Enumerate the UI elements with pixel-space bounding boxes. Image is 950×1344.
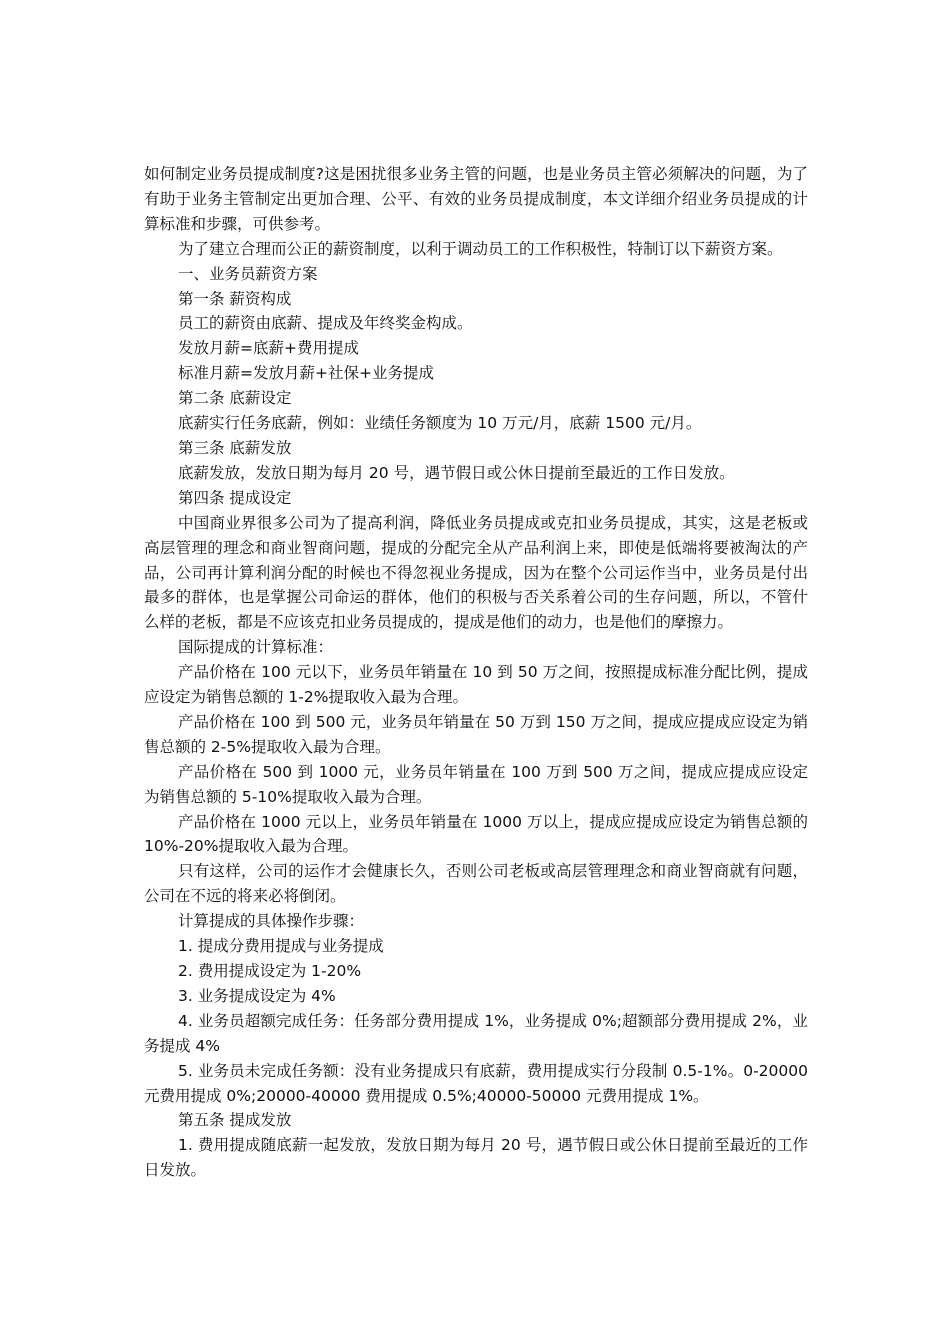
- body-paragraph: 底薪实行任务底薪，例如：业绩任务额度为 10 万元/月，底薪 1500 元/月。: [178, 414, 702, 433]
- article-heading: 第五条 提成发放: [178, 1111, 292, 1130]
- intro-paragraph: 如何制定业务员提成制度?这是困扰很多业务主管的问题，也是业务员主管必须解决的问题，为了有助于业务主管制定出更加合理、公平、有效的业务员提成制度，本文详细介绍业务员提成的计算标准和步骤，可供参考。: [144, 165, 808, 233]
- standard-paragraph: 产品价格在 100 元以下，业务员年销量在 10 到 50 万之间，按照提成标准分配比例，提成应设定为销售总额的 1-2%提取收入最为合理。: [144, 663, 808, 707]
- body-paragraph: 底薪发放，发放日期为每月 20 号，遇节假日或公休日提前至最近的工作日发放。: [178, 463, 735, 482]
- purpose-paragraph: 为了建立合理而公正的薪资制度，以利于调动员工的工作积极性，特制订以下薪资方案。: [178, 239, 783, 258]
- body-paragraph: 中国商业界很多公司为了提高利润，降低业务员提成或克扣业务员提成，其实，这是老板或高层管理的理念和商业智商问题，提成的分配完全从产品利润上来，即使是低端将要被淘汰的产品，公司再计算利润分配的时候也不得忽视业务提成，因为在整个公司运作当中，业务员是付出最多的群体，也是掌握公司命运的群体，他们的积极与否关系着公司的生存问题，所以，不管什么样的老板，都是不应该克扣业务员提成的，提成是他们的动力，也是他们的摩擦力。: [144, 513, 808, 632]
- list-item: 2. 费用提成设定为 1-20%: [178, 962, 362, 980]
- document-page: [144, 162, 808, 1183]
- list-item: 1. 费用提成随底薪一起发放，发放日期为每月 20 号，遇节假日或公休日提前至最近的工作日发放。: [144, 1136, 808, 1180]
- list-item: 5. 业务员未完成任务额：没有业务提成只有底薪，费用提成实行分段制 0.5-1%。0-20000 元费用提成 0%;20000-40000 费用提成 0.5%;40000-50000 元费用提成 1%。: [144, 1061, 808, 1105]
- list-item: 3. 业务提成设定为 4%: [178, 986, 336, 1005]
- standard-paragraph: 产品价格在 1000 元以上，业务员年销量在 1000 万以上，提成应提成应设定为销售总额的 10%-20%提取收入最为合理。: [144, 812, 808, 856]
- list-item: 4. 业务员超额完成任务：任务部分费用提成 1%，业务提成 0%;超额部分费用提成 2%，业务提成 4%: [144, 1011, 808, 1055]
- article-heading: 第二条 底薪设定: [178, 389, 292, 408]
- list-item: 1. 提成分费用提成与业务提成: [178, 937, 384, 956]
- body-paragraph: 员工的薪资由底薪、提成及年终奖金构成。: [178, 314, 473, 333]
- formula-line: 发放月薪=底薪+费用提成: [178, 339, 359, 358]
- body-paragraph: 只有这样，公司的运作才会健康长久，否则公司老板或高层管理理念和商业智商就有问题，公司在不远的将来必将倒闭。: [144, 862, 808, 906]
- article-heading: 第三条 底薪发放: [178, 438, 292, 457]
- subheading: 计算提成的具体操作步骤：: [178, 912, 365, 931]
- formula-line: 标准月薪=发放月薪+社保+业务提成: [178, 364, 434, 383]
- standard-paragraph: 产品价格在 100 到 500 元，业务员年销量在 50 万到 150 万之间，提成应提成应设定为销售总额的 2-5%提取收入最为合理。: [144, 712, 808, 756]
- subheading: 国际提成的计算标准：: [178, 638, 334, 657]
- article-heading: 第一条 薪资构成: [178, 289, 292, 308]
- section-heading: 一、业务员薪资方案: [178, 264, 318, 283]
- standard-paragraph: 产品价格在 500 到 1000 元，业务员年销量在 100 万到 500 万之间，提成应提成应设定为销售总额的 5-10%提取收入最为合理。: [144, 762, 808, 806]
- article-heading: 第四条 提成设定: [178, 488, 292, 507]
